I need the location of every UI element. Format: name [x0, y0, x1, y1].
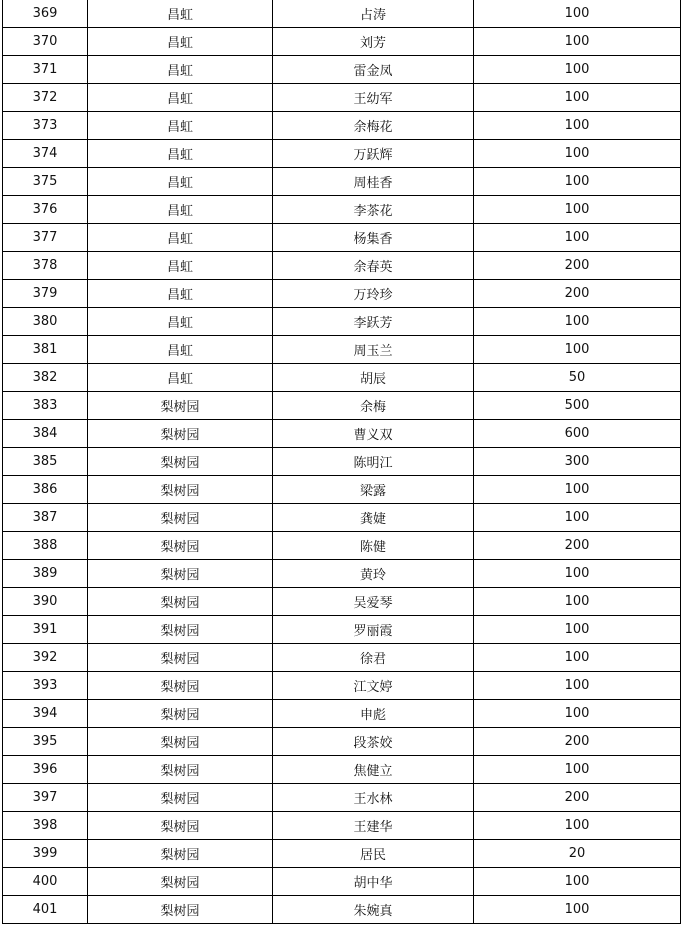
amount-cell: 50: [474, 364, 681, 392]
area-cell: 梨树园: [88, 784, 273, 812]
table-row: [3, 196, 681, 224]
amount-cell: 200: [474, 784, 681, 812]
row-number-cell: 388: [3, 532, 88, 560]
name-cell: 吴爱琴: [273, 588, 474, 616]
name-cell: 申彪: [273, 700, 474, 728]
amount-cell: 100: [474, 336, 681, 364]
name-cell: 雷金凤: [273, 56, 474, 84]
name-cell: 罗丽霞: [273, 616, 474, 644]
name-cell: 王建华: [273, 812, 474, 840]
amount-cell: 300: [474, 448, 681, 476]
amount-cell: 200: [474, 280, 681, 308]
row-number-cell: 373: [3, 112, 88, 140]
table-row: [3, 644, 681, 672]
area-cell: 昌虹: [88, 364, 273, 392]
row-number-cell: 374: [3, 140, 88, 168]
name-cell: 万玲珍: [273, 280, 474, 308]
table-row: [3, 84, 681, 112]
name-cell: 朱婉真: [273, 896, 474, 924]
row-number-cell: 393: [3, 672, 88, 700]
name-cell: 李跃芳: [273, 308, 474, 336]
area-cell: 昌虹: [88, 336, 273, 364]
name-cell: 杨集香: [273, 224, 474, 252]
table-row: [3, 364, 681, 392]
name-cell: 江文婷: [273, 672, 474, 700]
table-row: [3, 532, 681, 560]
table-row: [3, 140, 681, 168]
area-cell: 昌虹: [88, 168, 273, 196]
amount-cell: 100: [474, 560, 681, 588]
amount-cell: 200: [474, 532, 681, 560]
amount-cell: 100: [474, 616, 681, 644]
row-number-cell: 397: [3, 784, 88, 812]
name-cell: 刘芳: [273, 28, 474, 56]
area-cell: 昌虹: [88, 84, 273, 112]
table-row: [3, 308, 681, 336]
row-number-cell: 376: [3, 196, 88, 224]
name-cell: 胡中华: [273, 868, 474, 896]
amount-cell: 100: [474, 644, 681, 672]
table-row: [3, 336, 681, 364]
amount-cell: 100: [474, 0, 681, 28]
table-row: [3, 420, 681, 448]
amount-cell: 100: [474, 168, 681, 196]
row-number-cell: 389: [3, 560, 88, 588]
table-row: [3, 252, 681, 280]
row-number-cell: 372: [3, 84, 88, 112]
row-number-cell: 383: [3, 392, 88, 420]
amount-cell: 100: [474, 812, 681, 840]
area-cell: 昌虹: [88, 224, 273, 252]
name-cell: 李茶花: [273, 196, 474, 224]
table-row: [3, 504, 681, 532]
table-row: [3, 392, 681, 420]
area-cell: 梨树园: [88, 896, 273, 924]
row-number-cell: 387: [3, 504, 88, 532]
row-number-cell: 369: [3, 0, 88, 28]
table-row: [3, 700, 681, 728]
row-number-cell: 391: [3, 616, 88, 644]
name-cell: 万跃辉: [273, 140, 474, 168]
table-row: [3, 224, 681, 252]
name-cell: 余梅: [273, 392, 474, 420]
amount-cell: 100: [474, 84, 681, 112]
row-number-cell: 377: [3, 224, 88, 252]
table-row: [3, 840, 681, 868]
name-cell: 龚婕: [273, 504, 474, 532]
row-number-cell: 396: [3, 756, 88, 784]
area-cell: 梨树园: [88, 560, 273, 588]
amount-cell: 600: [474, 420, 681, 448]
row-number-cell: 370: [3, 28, 88, 56]
area-cell: 昌虹: [88, 112, 273, 140]
amount-cell: 200: [474, 728, 681, 756]
amount-cell: 100: [474, 588, 681, 616]
name-cell: 焦健立: [273, 756, 474, 784]
table-row: [3, 28, 681, 56]
table-row: [3, 588, 681, 616]
area-cell: 梨树园: [88, 840, 273, 868]
row-number-cell: 381: [3, 336, 88, 364]
row-number-cell: 384: [3, 420, 88, 448]
area-cell: 梨树园: [88, 672, 273, 700]
area-cell: 昌虹: [88, 140, 273, 168]
name-cell: 周玉兰: [273, 336, 474, 364]
area-cell: 梨树园: [88, 448, 273, 476]
table-row: [3, 616, 681, 644]
amount-cell: 100: [474, 112, 681, 140]
area-cell: 梨树园: [88, 868, 273, 896]
area-cell: 昌虹: [88, 196, 273, 224]
row-number-cell: 400: [3, 868, 88, 896]
name-cell: 曹义双: [273, 420, 474, 448]
row-number-cell: 399: [3, 840, 88, 868]
row-number-cell: 386: [3, 476, 88, 504]
name-cell: 王幼军: [273, 84, 474, 112]
area-cell: 梨树园: [88, 476, 273, 504]
amount-cell: 100: [474, 224, 681, 252]
amount-cell: 100: [474, 672, 681, 700]
area-cell: 梨树园: [88, 644, 273, 672]
area-cell: 梨树园: [88, 504, 273, 532]
name-cell: 王水林: [273, 784, 474, 812]
amount-cell: 20: [474, 840, 681, 868]
name-cell: 周桂香: [273, 168, 474, 196]
name-cell: 陈健: [273, 532, 474, 560]
row-number-cell: 380: [3, 308, 88, 336]
name-cell: 黄玲: [273, 560, 474, 588]
donation-table-container: [2, 0, 681, 924]
row-number-cell: 390: [3, 588, 88, 616]
row-number-cell: 371: [3, 56, 88, 84]
donation-table: [2, 0, 681, 924]
table-row: [3, 868, 681, 896]
name-cell: 居民: [273, 840, 474, 868]
row-number-cell: 382: [3, 364, 88, 392]
table-row: [3, 784, 681, 812]
amount-cell: 100: [474, 196, 681, 224]
area-cell: 梨树园: [88, 728, 273, 756]
table-row: [3, 812, 681, 840]
amount-cell: 100: [474, 476, 681, 504]
table-row: [3, 280, 681, 308]
name-cell: 胡辰: [273, 364, 474, 392]
amount-cell: 100: [474, 308, 681, 336]
table-row: [3, 168, 681, 196]
table-row: [3, 728, 681, 756]
area-cell: 梨树园: [88, 420, 273, 448]
table-row: [3, 756, 681, 784]
name-cell: 梁露: [273, 476, 474, 504]
table-row: [3, 560, 681, 588]
amount-cell: 100: [474, 140, 681, 168]
row-number-cell: 398: [3, 812, 88, 840]
amount-cell: 100: [474, 756, 681, 784]
row-number-cell: 392: [3, 644, 88, 672]
amount-cell: 100: [474, 56, 681, 84]
table-row: [3, 476, 681, 504]
amount-cell: 100: [474, 28, 681, 56]
area-cell: 梨树园: [88, 392, 273, 420]
name-cell: 徐君: [273, 644, 474, 672]
name-cell: 段茶姣: [273, 728, 474, 756]
amount-cell: 100: [474, 868, 681, 896]
area-cell: 昌虹: [88, 28, 273, 56]
amount-cell: 100: [474, 504, 681, 532]
area-cell: 梨树园: [88, 812, 273, 840]
area-cell: 昌虹: [88, 56, 273, 84]
row-number-cell: 394: [3, 700, 88, 728]
amount-cell: 200: [474, 252, 681, 280]
table-body: [3, 0, 681, 924]
row-number-cell: 378: [3, 252, 88, 280]
amount-cell: 100: [474, 700, 681, 728]
row-number-cell: 401: [3, 896, 88, 924]
area-cell: 梨树园: [88, 588, 273, 616]
table-row: [3, 0, 681, 28]
area-cell: 昌虹: [88, 252, 273, 280]
table-row: [3, 896, 681, 924]
name-cell: 陈明江: [273, 448, 474, 476]
row-number-cell: 385: [3, 448, 88, 476]
area-cell: 昌虹: [88, 280, 273, 308]
row-number-cell: 395: [3, 728, 88, 756]
area-cell: 昌虹: [88, 0, 273, 28]
table-row: [3, 112, 681, 140]
area-cell: 昌虹: [88, 308, 273, 336]
area-cell: 梨树园: [88, 700, 273, 728]
name-cell: 余梅花: [273, 112, 474, 140]
table-row: [3, 56, 681, 84]
row-number-cell: 379: [3, 280, 88, 308]
amount-cell: 100: [474, 896, 681, 924]
area-cell: 梨树园: [88, 756, 273, 784]
amount-cell: 500: [474, 392, 681, 420]
table-row: [3, 448, 681, 476]
area-cell: 梨树园: [88, 532, 273, 560]
area-cell: 梨树园: [88, 616, 273, 644]
table-row: [3, 672, 681, 700]
name-cell: 占涛: [273, 0, 474, 28]
row-number-cell: 375: [3, 168, 88, 196]
name-cell: 余春英: [273, 252, 474, 280]
